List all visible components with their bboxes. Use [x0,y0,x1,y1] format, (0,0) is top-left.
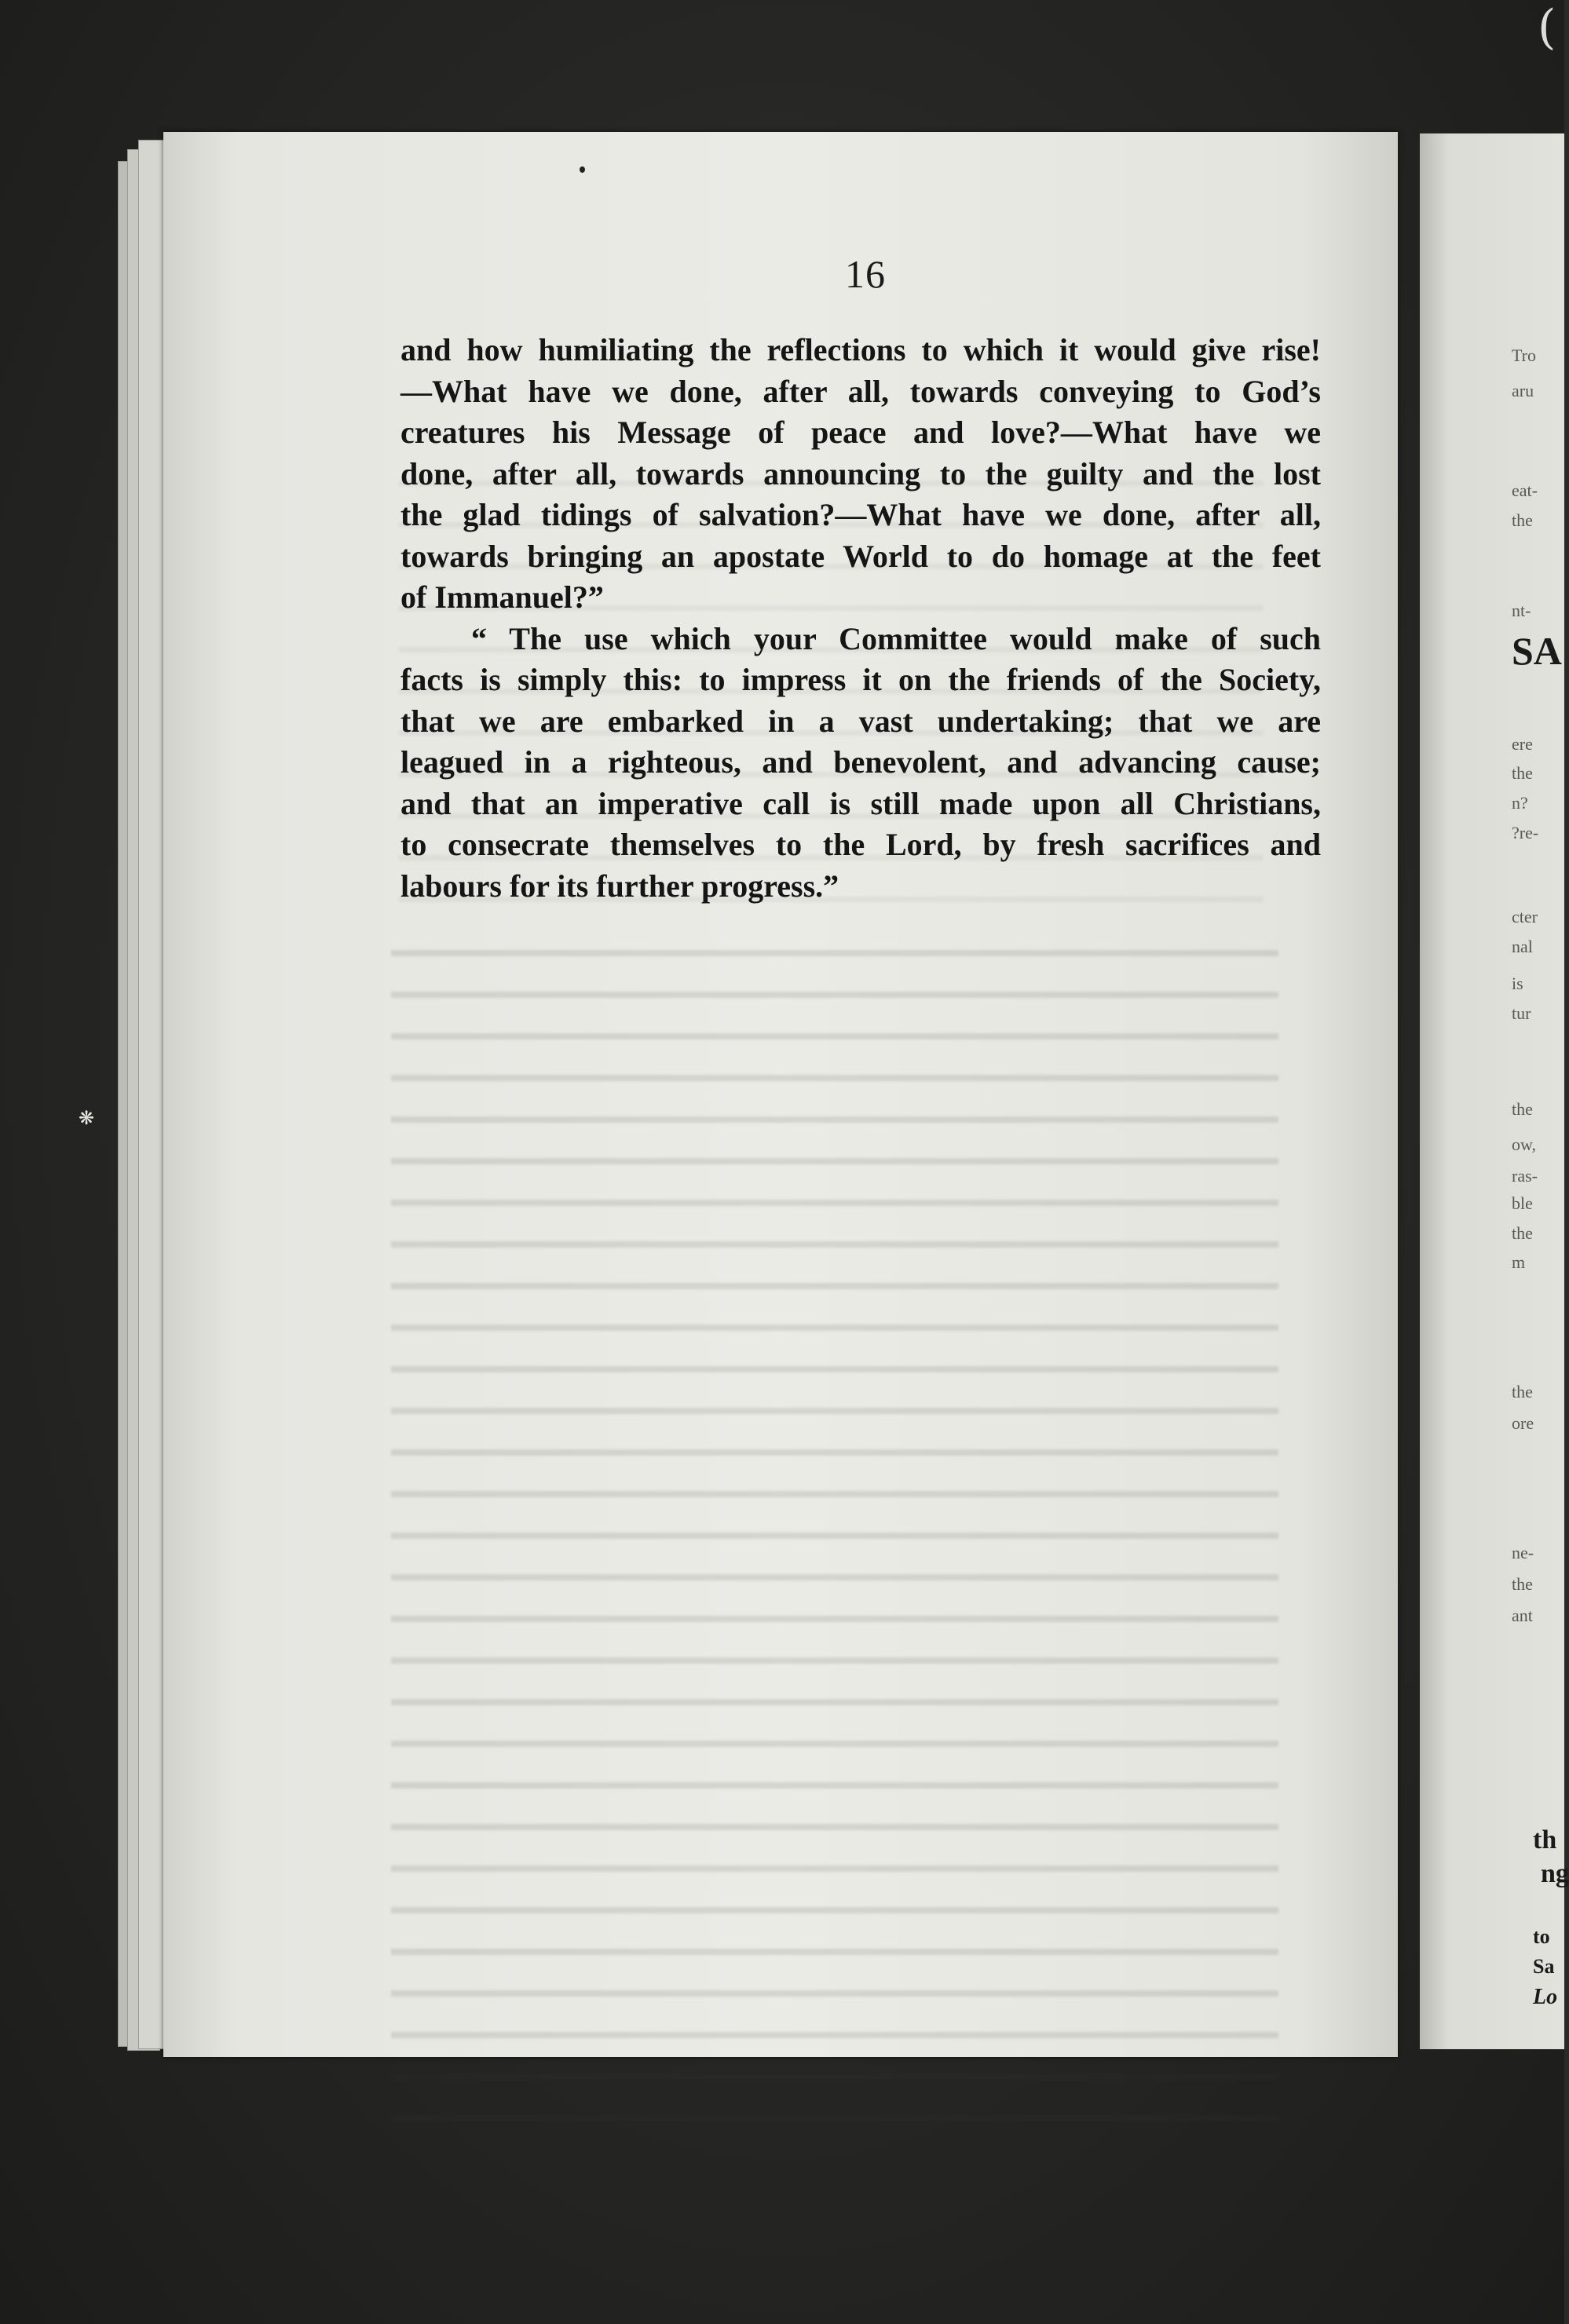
text-line: and that an imperative call is still made upon all Christians, [400,785,1321,821]
adjacent-text-fragment: eat- [1512,481,1538,500]
adjacent-text-fragment: to [1533,1925,1550,1948]
body-text [400,330,1321,907]
adjacent-text-fragment: Lo [1533,1985,1558,2009]
text-line: of Immanuel?” [400,579,604,615]
adjacent-text-fragment: th [1533,1825,1557,1854]
adjacent-text-fragment: the [1512,1382,1533,1401]
adjacent-text-fragment: nal [1512,937,1533,956]
page-number: 16 [845,252,886,296]
adjacent-text-fragment: aru [1512,381,1534,400]
text-line: —What have we done, after all, towards conveying to God’s [400,373,1321,409]
adjacent-page [1420,133,1564,2049]
adjacent-text-fragment: ng [1541,1859,1569,1888]
adjacent-text-fragment: ant [1512,1606,1533,1625]
adjacent-text-fragment: ow, [1512,1135,1536,1154]
text-line: leagued in a righteous, and benevolent, and advancing cause; [400,744,1321,780]
text-line: the glad tidings of salvation?—What have we done, after all, [400,497,1321,532]
adjacent-text-fragment: ore [1512,1413,1534,1433]
ink-dot [580,166,585,173]
text-line: “ The use which your Committee would make of such [471,620,1321,656]
adjacent-text-fragment: n? [1512,793,1528,813]
adjacent-text-fragment: ne- [1512,1543,1534,1562]
adjacent-text-fragment: ble [1512,1193,1533,1213]
adjacent-heading-fragment: SA [1512,629,1562,673]
adjacent-text-fragment: is [1512,974,1523,993]
text-line: creatures his Message of peace and love?—What have we [400,415,1321,450]
text-line: done, after all, towards announcing to the guilty and the lost [400,455,1321,491]
adjacent-text-fragment: ?re- [1512,823,1539,842]
text-line: labours for its further progress.” [400,868,839,904]
adjacent-text-fragment: the [1512,1099,1533,1119]
adjacent-text-fragment: Sa [1533,1955,1555,1978]
text-line: and how humiliating the reflections to which it would give rise! [400,332,1321,367]
text-line: that we are embarked in a vast undertaking; that we are [400,703,1321,739]
margin-smudge-icon: ❋ [79,1109,95,1129]
adjacent-text-fragment: nt- [1512,601,1531,620]
adjacent-text-fragment: tur [1512,1003,1531,1023]
text-line: facts is simply this: to impress it on the friends of the Society, [400,662,1321,697]
adjacent-text-fragment: the [1512,1223,1533,1243]
bracket-mark-icon: ( [1538,0,1556,55]
adjacent-text-fragment: Tro [1512,345,1536,365]
adjacent-text-fragment: ere [1512,734,1533,754]
text-line: to consecrate themselves to the Lord, by fresh sacrifices and [400,827,1321,862]
adjacent-text-fragment: the [1512,510,1533,530]
text-line: towards bringing an apostate World to do homage at the feet [400,538,1321,574]
adjacent-text-fragment: m [1512,1252,1526,1272]
bleed-through-text [391,933,1278,2158]
adjacent-text-fragment: the [1512,763,1533,783]
adjacent-text-fragment: ras- [1512,1166,1538,1186]
adjacent-text-fragment: cter [1512,907,1538,926]
adjacent-text-fragment: the [1512,1574,1533,1594]
